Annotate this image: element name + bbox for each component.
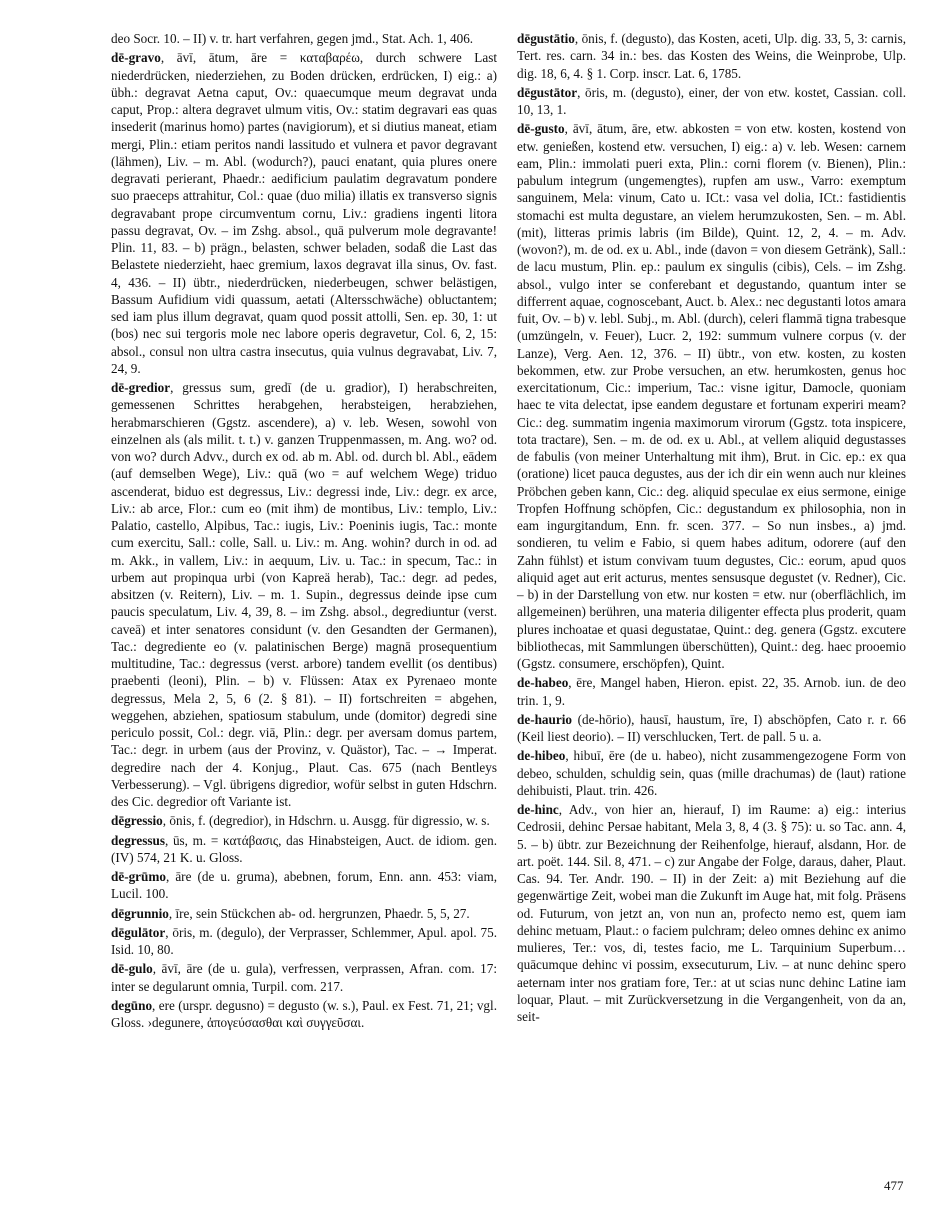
headword: dē-grūmo: [111, 869, 166, 884]
entry-text: , ōnis, f. (degredior), in Hdschrn. u. Ausgg. für digressio, w. s.: [162, 813, 490, 829]
headword: degūno: [111, 997, 153, 1013]
entry: [517, 711, 906, 746]
entry-text: , īre, sein Stückchen ab- od. hergrunzen, Phaedr. 5, 5, 27.: [168, 905, 470, 921]
entry: [111, 997, 497, 1032]
headword: de-haurio: [517, 711, 572, 727]
headword: dē-gulo: [111, 961, 153, 977]
entry-text: , hibuī, ēre (de u. habeo), nicht zusammengezogene Form von debeo, schulden, schuldig sein, quas (mille drachumas) de (laut) ratione dehibuisti, Plaut. trin. 426.: [517, 748, 906, 798]
entry-text: , ūs, m. = κατάβασις, das Hinabsteigen, Auct. de idiom. gen. (IV) 574, 21 K. u. Gloss.: [111, 832, 497, 865]
entry: [517, 801, 906, 1025]
headword: dēgustātor: [517, 84, 578, 100]
entry: [517, 84, 906, 119]
entry: [111, 30, 497, 47]
entry: [517, 674, 906, 709]
headword: dēgulātor: [111, 924, 166, 940]
entry-text: , ōris, m. (degusto), einer, der von etw. kostet, Cassian. coll. 10, 13, 1.: [517, 84, 906, 117]
headword: degressus: [111, 832, 165, 848]
headword: dēgressio: [111, 813, 163, 829]
entry: [517, 747, 906, 799]
entry-text: , gressus sum, gredī (de u. gradior), I) herabschreiten, gemessenen Schrittes herabgehen, herabsteigen, herabziehen, herabmarschieren (Ggstz. ascendere), a) v. leb. Wesen, sowohl von einzelnen als (als milit. t. t.) v. ganzen Truppenmassen, m. Ang. wo? od. von wo? durch Advv., durch ex od. ab m. Abl. od. durch bl. Abl., eādem (auf demselben Wege), Liv.: quā (wo = auf welchem Wege) triduo ascenderat, biduo est degressus, Liv.: degressi inde, Liv.: degr. ex arce, Liv.: ab arce, Flor.: cum eo (mit ihm) de montibus, Liv.: templo, Liv.: Palatio, castello, Alpibus, Tac.: iugis, Liv.: Poeninis iugis, Tac.: monte cum exercitu, Sall.: colle, Sall. u. Liv.: m. Ang. wohin? durch in od. ad m. Akk., in vallem, Liv.: in aequum, Liv. u. Tac.: in specum, Tac.: in urbem aut propinqua urbi (von Kapreä herab), Tac.: degr. ad pedes, absitzen (v. Reitern), Liv. – m. 1. Supin., degressus deinde ipse cum paucis speculatum, Liv. 4, 39, 8. – im Zshg. absol., degrediuntur (verst. caveā) et inter senatores considunt (v. den Gesandten der Germanen), Tac.: degrediente eo (v. palatinischen Berge) magnā prosequentium multitudine, Tac.: degressus (verst. arbore) tandem evellit (os dentibus) praebenti (leoni), Plin. – b) v. Flüssen: Atax ex Pyrenaeo monte degressus, Mela 2, 5, 6 (2. § 81). – II) fortschreiten = abgehen, weggehen, abziehen, spatiosum stabulum, unde (domitor) degredi sine periculo possit, Col.: degr. viā, Plin.: degr. per aversam domus partem, Tac.: degr. in urbem (aus der Provinz, v. Quästor), Tac. – → Imperat. degredire nach der 4. Konjug., Plaut. Cas. 675 (nach Bentleys Verbesserung). – Vgl. übrigens digredior, wofür selbst in guten Hdschrn. des Cic. degredior oft Variante ist.: [111, 380, 497, 809]
entry-text: , āvī, ātum, āre, etw. abkosten = von etw. kosten, kostend von etw. genießen, kostend etw. versuchen, I) eig.: a) v. leb. Wesen: carnem eam, Plin.: immolati pueri exta, Plin.: corni florem (v. Bienen), Plin.: pabulum integrum (ungemengtes), rupfen am usw., Varro: exemptum sanguinem, Mela: vinum, Cato u. ICt.: vasa vel dolia, ICt.: fastidientis stomachi est multa degustare, an vielem herumzukosten, Sen. – m. Abl. (mit), litteras primis labris (im Bilde), Quint. 12, 2, 4. – m. Adv. (wovon?), m. de od. ex u. Abl., inde (davon = von diesem Getränk), Sall.: de lacu mustum, Plin. ep.: paulum ex singulis (cibis), Cels. – im Zshg. absol., vulgo inter se conferebant et degustando, quantum inter se differrent aquae, cognoscebant, Auct. b. Alex.: nec degustanti lotos amara fuit, Ov. – b) v. lebl. Subj., m. Abl. (durch), celeri flammā tigna trabesque (umzüngeln, v. Feuer), Lucr. 2, 192: summum vulnere corpus (v. der Lanze), Verg. Aen. 12, 376. – II) übtr., von etw. kosten, zu kosten bekommen, etw. zur Probe versuchen, an etw. herumkosten, genus hoc exercitationum, Cic.: imperium, Tac.: visne igitur, Damocle, quoniam haec te vita delectat, ipse eandem degustare et fortunam experiri meam? Cic.: deg. summatim ingenia maximorum virorum (Ggstz. tota inspicere, tota tractare), Sen. – m. de od. ex u. Abl., at vellem aliquid degustasses de fabulis (von meiner Unterhaltung mit ihm), Brut. in Cic. ep.: ex qua (oratione) licet pauca degustes, aus der ich dir ein wenn auch nur kleines Pröbchen geben kann, Cic.: deg. aliquid speculae ex eius sermone, einige Tropfen Hoffnung schöpfen, Cic.: degustandum ex philosophia, non in eam ingurgitandum, Enn. fr. scen. 377. – So nun insbes., a) jmd. sondieren, tu velim e Fabio, si quem habes aditum, odorere (auf den Zahn fühlst) et istum convivam tuum degustes, Cic.: eorum, apud quos aliquid aget aut erit acturus, mentes sensusque degustet (v. Redner), Cic. – b) in der Darstellung von etw. nur kosten = etw. nur (oberflächlich, im allgemeinen) berühren, una materia diligenter effecta plus proderit, quam plures inchoatae et quasi degustatae, Quint.: deg. genera (Ggstz. excutere bibliothecas, mit Sammlungen überschütten), Quint.: deg. haec prooemio (Ggstz. consumere, erschöpfen), Quint.: [517, 121, 906, 671]
left-column: [111, 30, 497, 1033]
entry: [517, 120, 906, 672]
entry: [111, 49, 497, 377]
headword: dēgustātio: [517, 31, 575, 46]
entry-text: , āvī, āre (de u. gula), verfressen, verprassen, Afran. com. 17: inter se degularunt omnia, Turpil. com. 217.: [111, 961, 497, 994]
headword: dē-gredior: [111, 380, 171, 395]
entry-text: , Adv., von hier an, hierauf, I) im Raume: a) eig.: interius Cedrosii, dehinc Persae habitant, Mela 3, 8, 4 (3. § 75): u. so Tac. ann. 4, 5. – b) übtr. zur Bezeichnung der Reihenfolge, hierauf, alsdann, Hor. de art. poët. 144. Sil. 8, 471. – c) zur Angabe der Folge, daraus, daher, Plaut. Cas. 94. Ter. Andr. 190. – II) in der Zeit: a) mit Beziehung auf die gegenwärtige Zeit, wobei man die Zukunft im Auge hat, mit folg. Präsens od. Futurum, von jetzt an, von nun an, profecto nemo est, quem iam dehinc metuam, Plaut.: o faciem pulchram; deleo omnes dehinc ex animo mulieres, Ter.: vos, di, testes facio, me L. Tarquinium Superbum… quācumque dehinc vi possim, exsecuturum, Liv. – at nunc dehinc spero aeternam inter nos gratiam fore, Ter.: at ut scias nunc dehinc Latine iam loquar, Plaut. – mit Zurückversetzung in die Vergangenheit, von da an, seit-: [517, 802, 906, 1024]
entry-text: , āre (de u. gruma), abebnen, forum, Enn. ann. 453: viam, Lucil. 100.: [111, 869, 497, 902]
entry-text: , ōris, m. (degulo), der Verprasser, Schlemmer, Apul. apol. 75. Isid. 10, 80.: [111, 924, 497, 957]
headword: dē-gravo: [111, 50, 161, 66]
headword: dēgrunnio: [111, 905, 169, 921]
right-column: [517, 30, 906, 1027]
entry-text: (de-hōrio), hausī, haustum, īre, I) abschöpfen, Cato r. r. 66 (Keil liest deorio). – II) verschlucken, Tert. de pall. 5 u. a.: [517, 711, 906, 744]
entry: [111, 868, 497, 903]
entry: [517, 30, 906, 82]
entry: [111, 812, 497, 829]
headword: de-hinc: [517, 802, 559, 817]
entry: [111, 832, 497, 867]
entry-text: , ere (urspr. degusno) = degusto (w. s.), Paul. ex Fest. 71, 21; vgl. Gloss. ›degunere, ἀπογεύσασθαι καὶ συγγεῦσαι.: [111, 997, 497, 1030]
headword: de-habeo: [517, 675, 569, 691]
entry: [111, 905, 497, 922]
headword: de-hibeo: [517, 748, 566, 764]
entry-text: , ēre, Mangel haben, Hieron. epist. 22, 35. Arnob. iun. de deo trin. 1, 9.: [517, 675, 906, 708]
entry-text: , āvī, ātum, āre = καταβαρέω, durch schwere Last niederdrücken, niederziehen, zu Boden drücken, erdrücken, I) eig.: a) übh.: degravat Aetna caput, Ov.: quaecumque meum degravat unda caput, Prop.: altera degravet ulmum vitis, Ov.: statim degravari eas quas insederit (marinus homo) partes (navigiorum), et si diutius maneat, etiam mergi, Plin.: etiam peritos nandi lassitudo et vulnera et pavor degravant (lähmen), Liv. – m. Abl. (wodurch?), pauci enatant, quia plures onere degravati perierant, Phaedr.: aedificium paulatim degravatum pondere suo praeceps attrahitur, Col.: quae (duo milia) illatis ex transverso signis degravabant prope circumventum cornu, Liv.: gradiens ingenti litora passu degravat, Ov. – im Zshg. absol., quā pulverum mole degravante! Plin. 11, 83. – b) prägn., belasten, schwer beladen, sodaß die Last das Belastete niederzieht, haec gremium, laxos degravat illa sinus, Ov. fast. 4, 436. – II) übtr., niederdrücken, niederbeugen, schwer belästigen, Bassum Aufidium vidi quassum, aetati (Altersschwäche) obluctantem; sed iam plus illum degravat, quam quod possit attolli, Sen. ep. 30, 1: ut (bos) nec sui tergoris mole nec labore operis degravetur, Col. 6, 2, 15: absol., consul non ultra castra insecutus, quia vulnus degravabat, Liv. 7, 24, 9.: [111, 50, 497, 376]
entry-text: deo Socr. 10. – II) v. tr. hart verfahren, gegen jmd., Stat. Ach. 1, 406.: [111, 31, 474, 46]
page-number: 477: [884, 1178, 904, 1193]
entry: [111, 960, 497, 995]
entry: [111, 379, 497, 810]
headword: dē-gusto: [517, 121, 565, 137]
entry: [111, 924, 497, 959]
entry-text: , ōnis, f. (degusto), das Kosten, aceti, Ulp. dig. 33, 5, 3: carnis, Tert. res. carn. 34 in.: bes. das Kosten des Weins, die Weinprobe, Ulp. dig. 18, 6, 4. § 1. Corp. inscr. Lat. 6, 1785.: [517, 31, 906, 81]
